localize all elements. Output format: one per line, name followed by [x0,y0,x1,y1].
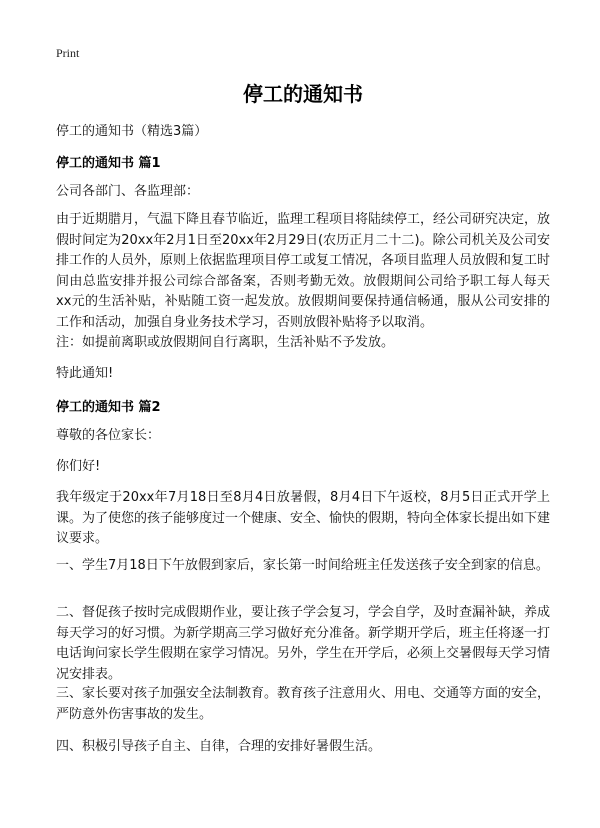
section-1-closing: 特此通知! [56,366,114,381]
page-title: 停工的通知书 [243,82,363,106]
section-2-item-4: 四、积极引导孩子自主、自律，合理的安排好暑假生活。 [56,739,382,754]
section-1-heading: 停工的通知书 篇1 [56,156,161,171]
section-1-body: 由于近期腊月，气温下降且春节临近，监理工程项目将陆续停工，经公司研究决定，放假时间定为20xx年2月1日至20xx年2月29日(农历正月二十二)。除公司机关及公司安排工作的人员外，原则上依据监理项目停工或复工情况，各项目监理人员放假和复工时间由总监安排并报公司综合部备案，否则考勤无效。放假期间公司给予职工每人每天xx元的生活补贴，补贴随工资一起发放。放假期间要保持通信畅通，服从公司安排的工作和活动，加强自身业务技术学习，否则放假补贴将予以取消。 [56,212,551,330]
section-1-note: 注：如提前离职或放假期间自行离职，生活补贴不予发放。 [56,335,395,350]
section-2-heading: 停工的通知书 篇2 [56,400,161,415]
section-2-item-2: 二、督促孩子按时完成假期作业，要让孩子学会复习，学会自学，及时查漏补缺，养成每天学习的好习惯。为新学期高三学习做好充分准备。新学期开学后，班主任将逐一打电话询问家长学生假期在家学习情况。另外，学生在开学后，必须上交暑假每天学习情况安排表。 [56,605,551,682]
document-subtitle: 停工的通知书（精选3篇） [56,124,208,139]
section-2-greeting: 你们好! [56,459,101,474]
section-2-item-3: 三、家长要对孩子加强安全法制教育。教育孩子注意用火、用电、交通等方面的安全，严防意外伤害事故的发生。 [56,686,551,722]
section-2-intro: 我年级定于20xx年7月18日至8月4日放暑假，8月4日下午返校，8月5日正式开学上课。为了使您的孩子能够度过一个健康、安全、愉快的假期，特向全体家长提出如下建议要求。 [56,490,551,546]
section-2-item-1: 一、学生7月18日下午放假到家后，家长第一时间给班主任发送孩子安全到家的信息。 [56,558,549,573]
section-1-salutation: 公司各部门、各监理部： [56,184,200,199]
print-link[interactable]: Print [56,46,80,60]
section-2-salutation: 尊敬的各位家长： [56,428,161,443]
